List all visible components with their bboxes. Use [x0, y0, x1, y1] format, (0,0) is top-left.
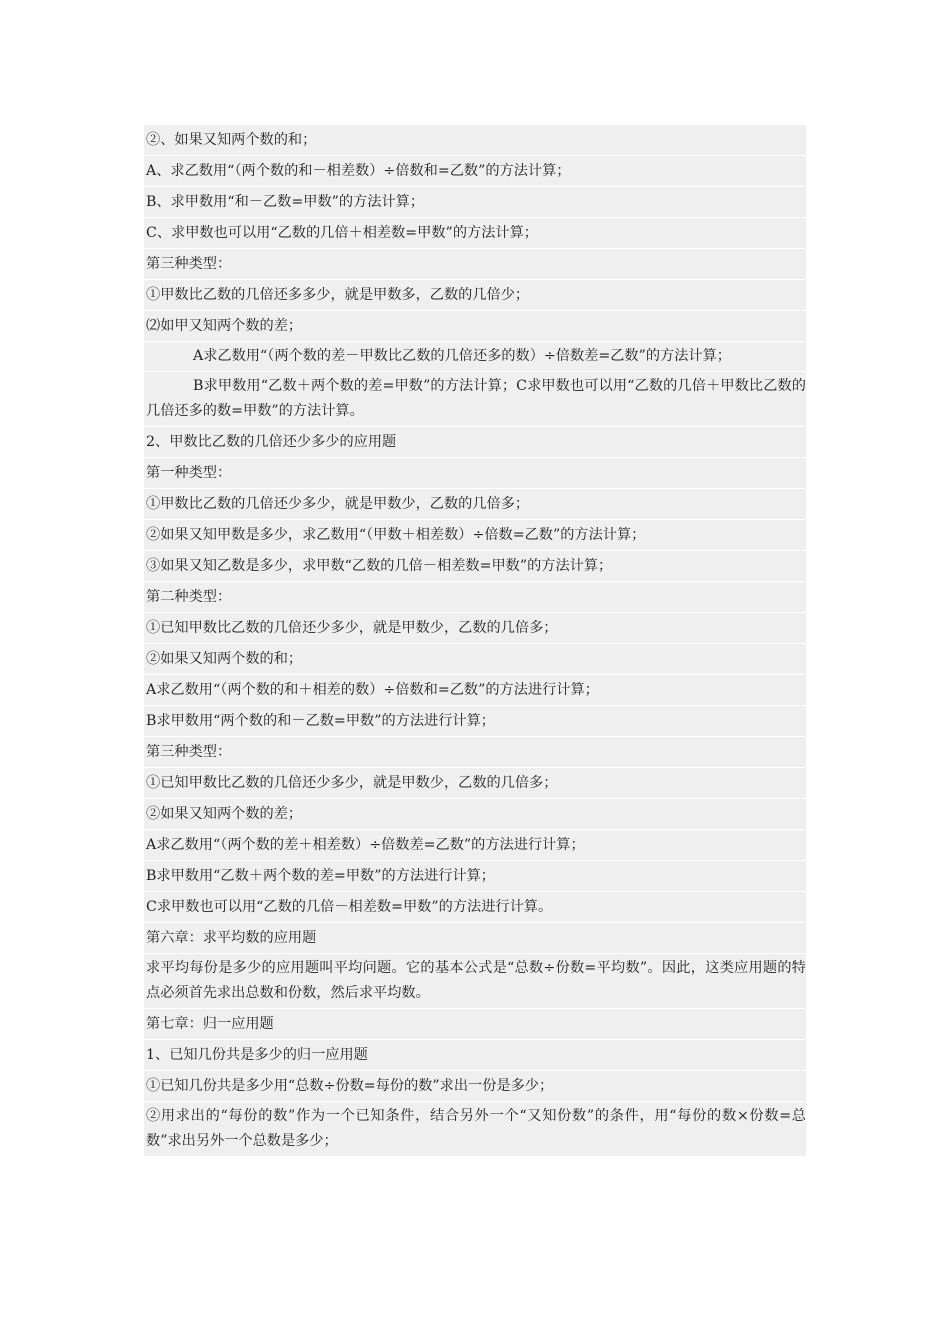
- text-line: ③如果又知乙数是多少，求甲数“乙数的几倍－相差数=甲数”的方法计算；: [144, 551, 806, 581]
- section-heading: 第一种类型：: [144, 458, 806, 488]
- paragraph: 求平均每份是多少的应用题叫平均问题。它的基本公式是“总数÷份数=平均数”。因此，这类应用题的特点必须首先求出总数和份数，然后求平均数。: [144, 954, 806, 1008]
- section-heading: 第三种类型：: [144, 249, 806, 279]
- paragraph: ②用求出的“每份的数”作为一个已知条件，结合另外一个“又知份数”的条件，用“每份的数×份数=总数”求出另外一个总数是多少；: [144, 1102, 806, 1156]
- section-heading: 2、甲数比乙数的几倍还少多少的应用题: [144, 427, 806, 457]
- text-line: ①甲数比乙数的几倍还多多少，就是甲数多，乙数的几倍少；: [144, 280, 806, 310]
- text-line: ①已知甲数比乙数的几倍还少多少，就是甲数少，乙数的几倍多；: [144, 613, 806, 643]
- text-line: B求甲数用“乙数＋两个数的差=甲数”的方法进行计算；: [144, 861, 806, 891]
- text-line: ①甲数比乙数的几倍还少多少，就是甲数少，乙数的几倍多；: [144, 489, 806, 519]
- indented-paragraph: B求甲数用“乙数＋两个数的差=甲数”的方法计算；C求甲数也可以用“乙数的几倍＋甲数比乙数的几倍还多的数=甲数”的方法计算。: [144, 372, 806, 426]
- text-line: A求乙数用“（两个数的差＋相差数）÷倍数差=乙数”的方法进行计算；: [144, 830, 806, 860]
- text-line: ②、如果又知两个数的和；: [144, 125, 806, 155]
- indented-paragraph: A求乙数用“（两个数的差－甲数比乙数的几倍还多的数）÷倍数差=乙数”的方法计算；: [144, 342, 806, 371]
- text-line: ⑵如甲又知两个数的差；: [144, 311, 806, 341]
- chapter-heading: 第七章：归一应用题: [144, 1009, 806, 1039]
- text-line: ①已知甲数比乙数的几倍还少多少，就是甲数少，乙数的几倍多；: [144, 768, 806, 798]
- text-line: A、求乙数用“（两个数的和－相差数）÷倍数和=乙数”的方法计算；: [144, 156, 806, 186]
- text-line: ②如果又知两个数的差；: [144, 799, 806, 829]
- section-heading: 第三种类型：: [144, 737, 806, 767]
- document-content: [144, 125, 806, 1157]
- text-line: B求甲数用“两个数的和－乙数=甲数”的方法进行计算；: [144, 706, 806, 736]
- text-line: ①已知几份共是多少用“总数÷份数=每份的数”求出一份是多少；: [144, 1071, 806, 1101]
- text-line: A求乙数用“（两个数的和＋相差的数）÷倍数和=乙数”的方法进行计算；: [144, 675, 806, 705]
- chapter-heading: 第六章：求平均数的应用题: [144, 923, 806, 953]
- text-line: ②如果又知两个数的和；: [144, 644, 806, 674]
- section-heading: 第二种类型：: [144, 582, 806, 612]
- text-line: C、求甲数也可以用“乙数的几倍＋相差数=甲数”的方法计算；: [144, 218, 806, 248]
- section-heading: 1、已知几份共是多少的归一应用题: [144, 1040, 806, 1070]
- text-line: C求甲数也可以用“乙数的几倍－相差数=甲数”的方法进行计算。: [144, 892, 806, 922]
- text-line: ②如果又知甲数是多少，求乙数用“（甲数＋相差数）÷倍数=乙数”的方法计算；: [144, 520, 806, 550]
- text-line: B、求甲数用“和－乙数=甲数”的方法计算；: [144, 187, 806, 217]
